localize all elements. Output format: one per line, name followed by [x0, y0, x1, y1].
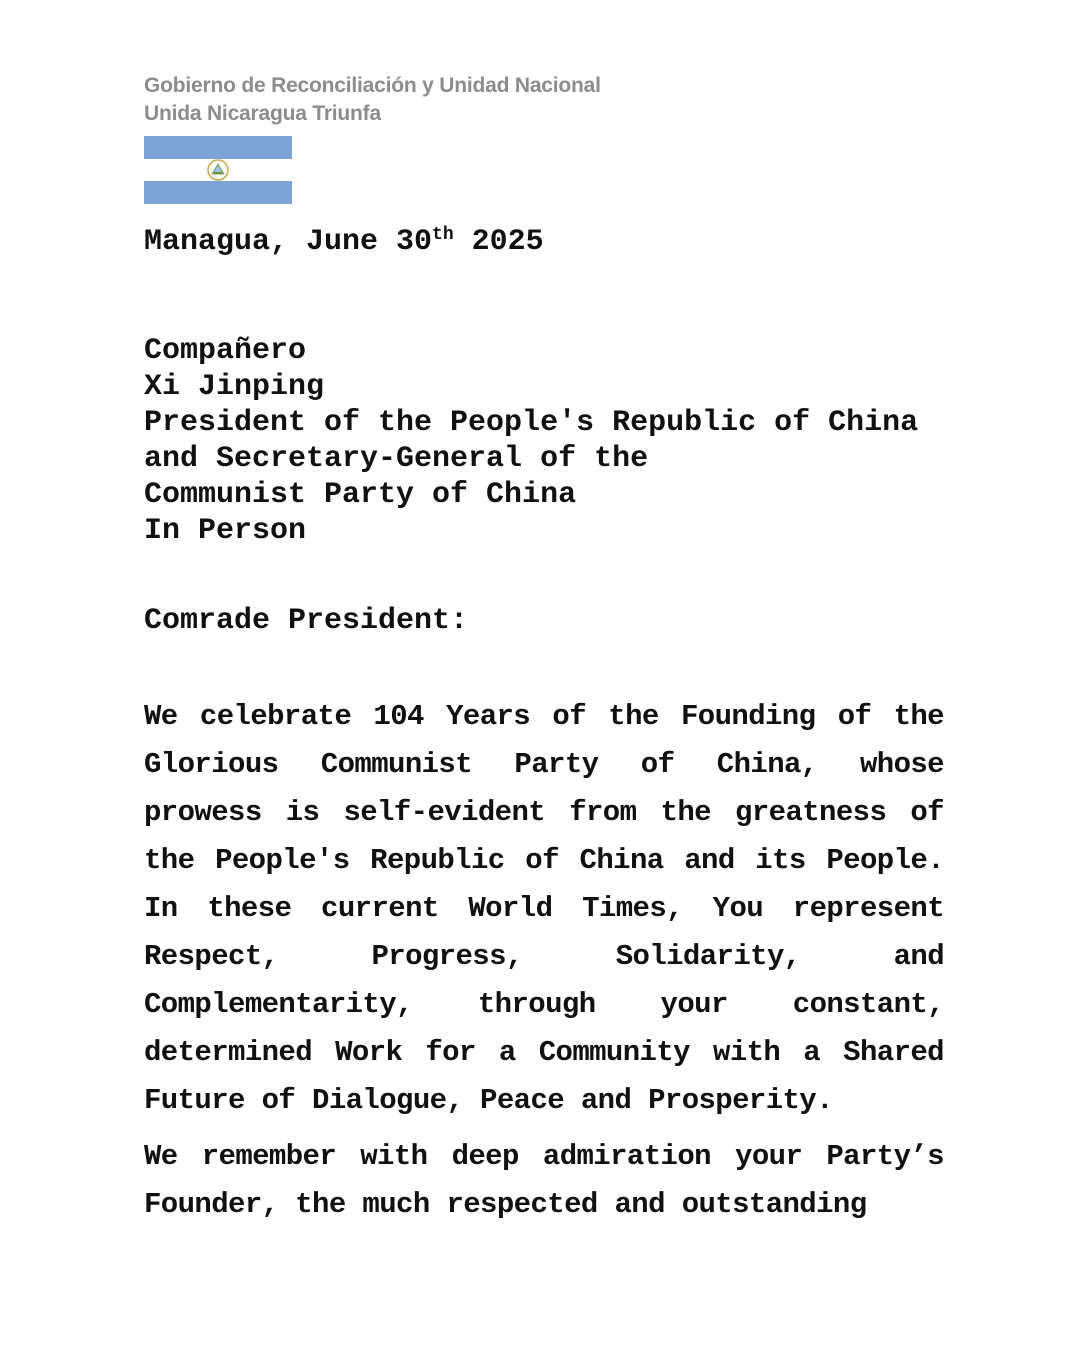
body-paragraph: We celebrate 104 Years of the Founding of the Glorious Communist Party of China, whose prowess is self-evident from the greatness of the People's Republic of China and its People. In these current World Times, You represent Respect, Progress, Solidarity, and Complementarity, through your constant, determined Work for a Community with a Shared Future of Dialogue, Peace and Prosperity. — [144, 700, 944, 1117]
date-text: Managua, June 30 — [144, 225, 433, 259]
recipient-line: President of the People's Republic of China — [144, 406, 919, 440]
salutation: Comrade President: — [144, 604, 469, 638]
body-paragraph: We remember with deep admiration your Party’s Founder, the much respected and outstanding — [144, 1140, 944, 1221]
date-ordinal: th — [432, 225, 454, 245]
letterhead — [144, 72, 601, 128]
date-year: 2025 — [453, 225, 544, 259]
recipient-line: and Secretary-General of the — [144, 442, 649, 476]
nicaragua-flag — [144, 136, 292, 204]
letterhead-slogan: Unida Nicaragua Triunfa — [144, 102, 381, 125]
letter-date — [144, 224, 544, 260]
recipient-line: Communist Party of China — [144, 478, 577, 512]
recipient-line: Compañero — [144, 334, 307, 368]
coat-of-arms-icon — [206, 158, 230, 182]
recipient-line: In Person — [144, 514, 307, 548]
recipient-line: Xi Jinping — [144, 370, 325, 404]
letterhead-government-name: Gobierno de Reconciliación y Unidad Nacional — [144, 74, 601, 97]
recipient-address — [144, 333, 918, 549]
